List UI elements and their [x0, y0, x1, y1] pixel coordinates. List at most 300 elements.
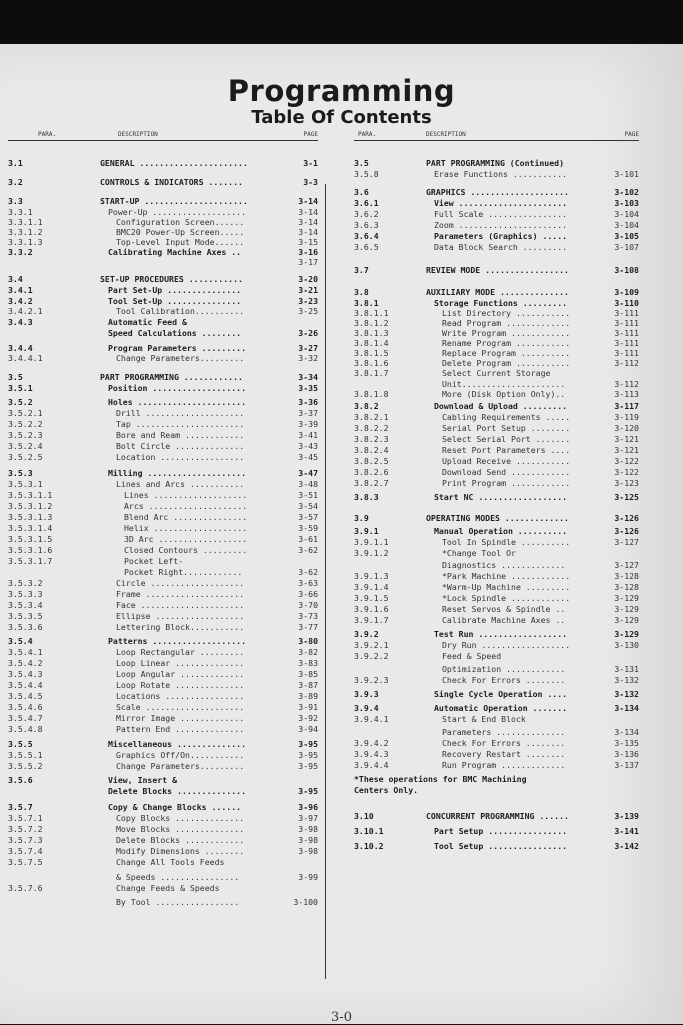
- section-description: Parameters (Graphics) .....: [434, 231, 568, 241]
- toc-entry: [354, 615, 639, 626]
- toc-entry: [8, 408, 318, 419]
- page-ref: 3-87: [298, 680, 318, 690]
- page-ref: 3-14: [298, 227, 318, 237]
- toc-entry: [8, 177, 318, 188]
- toc-entry: [354, 785, 639, 796]
- section-number: 3.8.1.4: [354, 338, 389, 348]
- section-number: 3.5.4.7: [8, 713, 43, 723]
- toc-entry: [8, 611, 318, 622]
- toc-entry: [354, 287, 639, 298]
- page-ref: 3-15: [298, 237, 318, 247]
- section-number: 3.5.1: [8, 383, 33, 393]
- section-number: 3.5.4.3: [8, 669, 43, 679]
- section-description: Position ...................: [108, 383, 247, 393]
- page-ref: 3-132: [614, 675, 639, 685]
- page-ref: 3-139: [614, 811, 639, 821]
- section-number: 3.8.3: [354, 492, 379, 502]
- section-description: Configuration Screen......: [116, 217, 245, 227]
- section-description: SET-UP PROCEDURES ...........: [100, 274, 243, 284]
- toc-entry: [354, 841, 639, 852]
- section-number: 3.9.4.2: [354, 738, 389, 748]
- page-ref: 3-37: [298, 408, 318, 418]
- page-ref: 3-103: [614, 198, 639, 208]
- page-ref: 3-134: [614, 703, 639, 713]
- section-number: 3.6.1: [354, 198, 379, 208]
- section-number: 3.8.2.6: [354, 467, 389, 477]
- section-description: Pocket Left-: [124, 556, 184, 566]
- section-description: Copy & Change Blocks ......: [108, 802, 242, 812]
- toc-entry: [8, 430, 318, 441]
- toc-entry: [354, 478, 639, 489]
- toc-entry: [8, 397, 318, 408]
- section-number: 3.10.1: [354, 826, 384, 836]
- toc-entry: [354, 548, 639, 559]
- section-description: Upload Receive ...........: [442, 456, 571, 466]
- section-description: Loop Rotate ..............: [116, 680, 245, 690]
- section-number: 3.3.1.3: [8, 237, 43, 247]
- page-ref: 3-43: [298, 441, 318, 451]
- section-description: *These operations for BMC Machining: [354, 774, 527, 784]
- section-number: 3.5.3.4: [8, 600, 43, 610]
- section-number: 3.9.1.1: [354, 537, 389, 547]
- section-number: 3.9.1.4: [354, 582, 389, 592]
- toc-entry: [354, 423, 639, 434]
- section-description: Closed Contours .........: [124, 545, 248, 555]
- section-description: Program Parameters .........: [108, 343, 247, 353]
- section-number: 3.8.2.5: [354, 456, 389, 466]
- page-ref: 3-23: [298, 296, 318, 306]
- page-ref: 3-20: [298, 274, 318, 284]
- section-number: 3.10.2: [354, 841, 384, 851]
- page-ref: 3-51: [298, 490, 318, 500]
- section-number: 3.5.4.2: [8, 658, 43, 668]
- page-ref: 3-54: [298, 501, 318, 511]
- toc-entry: [354, 412, 639, 423]
- section-number: 3.9.2.1: [354, 640, 389, 650]
- section-description: BMC20 Power-Up Screen.....: [116, 227, 245, 237]
- section-description: Start & End Block: [442, 714, 526, 724]
- page-ref: 3-77: [298, 622, 318, 632]
- page-ref: 3-121: [614, 445, 639, 455]
- page-ref: 3-48: [298, 479, 318, 489]
- page-ref: 3-123: [614, 478, 639, 488]
- section-number: 3.3: [8, 196, 23, 206]
- page-ref: 3-21: [298, 285, 318, 295]
- page-ref: 3-104: [614, 220, 639, 230]
- page-ref: 3-61: [298, 534, 318, 544]
- section-number: 3.5.5: [8, 739, 33, 749]
- section-description: List Directory ...........: [442, 308, 571, 318]
- page-ref: 3-111: [614, 308, 639, 318]
- section-number: 3.5.7: [8, 802, 33, 812]
- section-number: 3.5.2.2: [8, 419, 43, 429]
- section-number: 3.5.5.2: [8, 761, 43, 771]
- page-ref: 3-96: [298, 802, 318, 812]
- section-number: 3.5.3: [8, 468, 33, 478]
- section-description: CONTROLS & INDICATORS .......: [100, 177, 243, 187]
- page-ref: 3-3: [303, 177, 318, 187]
- page-ref: 3-100: [293, 897, 318, 907]
- section-number: 3.9.2.2: [354, 651, 389, 661]
- toc-entry: [354, 675, 639, 686]
- section-description: Automatic Operation .......: [434, 703, 568, 713]
- section-number: 3.9.4: [354, 703, 379, 713]
- toc-entry: [354, 187, 639, 198]
- toc-entry: [8, 802, 318, 813]
- header-para: PARA.: [358, 131, 377, 138]
- section-description: Scale ....................: [116, 702, 245, 712]
- header-rule: [8, 140, 318, 141]
- toc-entry: [354, 231, 639, 242]
- section-description: Blend Arc ...............: [124, 512, 248, 522]
- section-description: Print Program ............: [442, 478, 571, 488]
- page-ref: 3-105: [614, 231, 639, 241]
- section-number: 3.8.1.2: [354, 318, 389, 328]
- section-description: Part Set-Up ...............: [108, 285, 242, 295]
- section-number: 3.3.1.2: [8, 227, 43, 237]
- section-number: 3.6.4: [354, 231, 379, 241]
- section-description: Download & Upload .........: [434, 401, 568, 411]
- section-description: Dry Run ..................: [442, 640, 571, 650]
- page-ref: 3-82: [298, 647, 318, 657]
- page-ref: 3-39: [298, 419, 318, 429]
- toc-entry: [8, 567, 318, 578]
- page-ref: 3-89: [298, 691, 318, 701]
- section-number: 3.5.4.5: [8, 691, 43, 701]
- page-subtitle: Table Of Contents: [251, 107, 432, 128]
- section-number: 3.5.5.1: [8, 750, 43, 760]
- toc-entry: [8, 691, 318, 702]
- page-ref: 3-62: [298, 567, 318, 577]
- section-number: 3.9.1.7: [354, 615, 389, 625]
- section-description: Graphics Off/On...........: [116, 750, 245, 760]
- section-description: By Tool .................: [116, 897, 240, 907]
- section-description: Unit.....................: [442, 379, 566, 389]
- page-ref: 3-107: [614, 242, 639, 252]
- page-ref: 3-126: [614, 513, 639, 523]
- page-ref: 3-35: [298, 383, 318, 393]
- page-ref: 3-125: [614, 492, 639, 502]
- section-number: 3.8.2.3: [354, 434, 389, 444]
- section-number: 3.8.2.2: [354, 423, 389, 433]
- section-description: *Lock Spindle ............: [442, 593, 571, 603]
- section-description: Full Scale ................: [434, 209, 568, 219]
- page-ref: 3-112: [614, 379, 639, 389]
- section-description: Rename Program ...........: [442, 338, 571, 348]
- top-dark-edge: [0, 0, 683, 44]
- page-ref: 3-16: [298, 247, 318, 257]
- page-ref: 3-95: [298, 761, 318, 771]
- toc-entry: [8, 196, 318, 207]
- section-description: Speed Calculations ........: [108, 328, 242, 338]
- section-description: Delete Blocks ............: [116, 835, 245, 845]
- toc-entry: [354, 582, 639, 593]
- section-description: Reset Servos & Spindle ..: [442, 604, 566, 614]
- section-number: 3.9.4.3: [354, 749, 389, 759]
- page-ref: 3-128: [614, 571, 639, 581]
- toc-entry: [354, 158, 639, 169]
- toc-entry: [8, 658, 318, 669]
- page-ref: 3-142: [614, 841, 639, 851]
- section-description: REVIEW MODE .................: [426, 265, 569, 275]
- section-description: Storage Functions .........: [434, 298, 568, 308]
- page-ref: 3-92: [298, 713, 318, 723]
- section-number: 3.4.4.1: [8, 353, 43, 363]
- section-description: Delete Program ...........: [442, 358, 571, 368]
- toc-entry: [8, 274, 318, 285]
- toc-entry: [354, 209, 639, 220]
- section-description: Pocket Right............: [124, 567, 243, 577]
- toc-entry: [8, 523, 318, 534]
- section-description: Loop Rectangular .........: [116, 647, 245, 657]
- section-number: 3.5.7.2: [8, 824, 43, 834]
- section-description: Bore and Ream ............: [116, 430, 245, 440]
- section-description: Check For Errors ........: [442, 675, 566, 685]
- section-description: Power-Up ...................: [108, 207, 247, 217]
- toc-entry: [8, 512, 318, 523]
- page-ref: 3-111: [614, 318, 639, 328]
- page-ref: 3-137: [614, 760, 639, 770]
- section-description: Serial Port Setup ........: [442, 423, 571, 433]
- toc-entry: [8, 328, 318, 339]
- toc-entry: [8, 857, 318, 868]
- section-description: Helix ...................: [124, 523, 248, 533]
- page-ref: 3-1: [303, 158, 318, 168]
- toc-entry: [8, 257, 318, 268]
- section-description: Miscellaneous ..............: [108, 739, 247, 749]
- page-ref: 3-136: [614, 749, 639, 759]
- toc-entry: [8, 600, 318, 611]
- section-number: 3.9.1.6: [354, 604, 389, 614]
- section-number: 3.5.3.1.6: [8, 545, 53, 555]
- page-ref: 3-97: [298, 813, 318, 823]
- toc-entry: [8, 285, 318, 296]
- toc-entry: [8, 468, 318, 479]
- page-ref: 3-134: [614, 727, 639, 737]
- toc-entry: [8, 479, 318, 490]
- section-description: Lines and Arcs ...........: [116, 479, 245, 489]
- section-description: *Warm-Up Machine .........: [442, 582, 571, 592]
- toc-entry: [8, 353, 318, 364]
- page-ref: 3-70: [298, 600, 318, 610]
- section-description: Pattern End ..............: [116, 724, 245, 734]
- section-number: 3.5.3.1.4: [8, 523, 53, 533]
- toc-entry: [354, 826, 639, 837]
- section-number: 3.5.4.6: [8, 702, 43, 712]
- toc-entry: [8, 739, 318, 750]
- section-description: Change Parameters.........: [116, 353, 245, 363]
- page-ref: 3-57: [298, 512, 318, 522]
- toc-entry: [354, 492, 639, 503]
- toc-entry: [354, 604, 639, 615]
- section-number: 3.8.1.3: [354, 328, 389, 338]
- section-description: Check For Errors ........: [442, 738, 566, 748]
- section-number: 3.8.1.1: [354, 308, 389, 318]
- page-ref: 3-101: [614, 169, 639, 179]
- page-ref: 3-110: [614, 298, 639, 308]
- section-description: Tool Set-Up ...............: [108, 296, 242, 306]
- section-description: Circle ...................: [116, 578, 245, 588]
- section-description: AUXILIARY MODE ..............: [426, 287, 569, 297]
- page-ref: 3-34: [298, 372, 318, 382]
- toc-entry: [8, 383, 318, 394]
- toc-entry: [8, 786, 318, 797]
- section-description: Face .....................: [116, 600, 245, 610]
- toc-entry: [354, 640, 639, 651]
- page-ref: 3-80: [298, 636, 318, 646]
- toc-entry: [8, 419, 318, 430]
- section-description: Erase Functions ...........: [434, 169, 568, 179]
- section-number: 3.5.4.8: [8, 724, 43, 734]
- section-number: 3.3.1: [8, 207, 33, 217]
- toc-entry: [354, 774, 639, 785]
- toc-entry: [354, 265, 639, 276]
- section-number: 3.5.3.3: [8, 589, 43, 599]
- column-header: [354, 128, 639, 142]
- section-number: 3.6.5: [354, 242, 379, 252]
- toc-entry: [8, 306, 318, 317]
- toc-entry: [354, 664, 639, 675]
- header-para: PARA.: [38, 131, 57, 138]
- section-description: Arcs ....................: [124, 501, 248, 511]
- toc-entry: [8, 556, 318, 567]
- toc-entry: [354, 560, 639, 571]
- section-number: 3.5.3.1.5: [8, 534, 53, 544]
- toc-entry: [8, 589, 318, 600]
- toc-entry: [354, 571, 639, 582]
- section-description: Select Current Storage: [442, 368, 551, 378]
- section-number: 3.9.1: [354, 526, 379, 536]
- page-ref: 3-85: [298, 669, 318, 679]
- toc-entry: [354, 368, 639, 379]
- section-number: 3.8.1.7: [354, 368, 389, 378]
- header-rule: [354, 140, 639, 141]
- toc-entry: [354, 445, 639, 456]
- section-number: 3.5.3.1.7: [8, 556, 53, 566]
- page-ref: 3-25: [298, 306, 318, 316]
- section-description: Reset Port Parameters ....: [442, 445, 571, 455]
- toc-entry: [8, 872, 318, 883]
- page-ref: 3-141: [614, 826, 639, 836]
- section-number: 3.4.4: [8, 343, 33, 353]
- section-number: 3.9.3: [354, 689, 379, 699]
- page-number: 3-0: [331, 1010, 352, 1025]
- section-description: Tap ......................: [116, 419, 245, 429]
- toc-entry: [354, 738, 639, 749]
- page-ref: 3-14: [298, 207, 318, 217]
- section-description: Feed & Speed: [442, 651, 502, 661]
- header-description: DESCRIPTION: [426, 131, 466, 138]
- section-number: 3.5: [354, 158, 369, 168]
- page-ref: 3-109: [614, 287, 639, 297]
- section-description: Change All Tools Feeds: [116, 857, 225, 867]
- page-ref: 3-111: [614, 348, 639, 358]
- section-number: 3.5.2.5: [8, 452, 43, 462]
- page-ref: 3-95: [298, 786, 318, 796]
- section-description: Loop Linear ..............: [116, 658, 245, 668]
- section-number: 3.4.2: [8, 296, 33, 306]
- section-description: Lettering Block...........: [116, 622, 245, 632]
- section-number: 3.5.7.4: [8, 846, 43, 856]
- section-description: Recovery Restart ........: [442, 749, 566, 759]
- toc-entry: [354, 651, 639, 662]
- toc-entry: [354, 537, 639, 548]
- toc-entry: [8, 441, 318, 452]
- page-ref: 3-83: [298, 658, 318, 668]
- page-ref: 3-45: [298, 452, 318, 462]
- section-description: START-UP .....................: [100, 196, 248, 206]
- section-description: Parameters ..............: [442, 727, 566, 737]
- toc-entry: [8, 713, 318, 724]
- page-ref: 3-17: [298, 257, 318, 267]
- toc-right-column: [354, 128, 639, 851]
- section-description: Tool Calibration..........: [116, 306, 245, 316]
- page-ref: 3-132: [614, 689, 639, 699]
- toc-entry: [8, 897, 318, 908]
- page-ref: 3-41: [298, 430, 318, 440]
- section-number: 3.5: [8, 372, 23, 382]
- section-number: 3.9.4.4: [354, 760, 389, 770]
- section-number: 3.8.2.1: [354, 412, 389, 422]
- toc-entry: [8, 647, 318, 658]
- toc-entry: [8, 775, 318, 786]
- section-number: 3.9.1.2: [354, 548, 389, 558]
- page-ref: 3-91: [298, 702, 318, 712]
- section-number: 3.9.1.5: [354, 593, 389, 603]
- section-description: Start NC ..................: [434, 492, 568, 502]
- section-description: View, Insert &: [108, 775, 178, 785]
- page-title: Programming: [227, 74, 456, 108]
- section-number: 3.9.2.3: [354, 675, 389, 685]
- page-ref: 3-127: [614, 537, 639, 547]
- toc-entry: [354, 760, 639, 771]
- section-description: Download Send ............: [442, 467, 571, 477]
- section-number: 3.5.2.4: [8, 441, 43, 451]
- section-description: 3D Arc ..................: [124, 534, 248, 544]
- section-description: Patterns ...................: [108, 636, 247, 646]
- section-number: 3.5.3.1.1: [8, 490, 53, 500]
- page-ref: 3-14: [298, 196, 318, 206]
- toc-entry: [354, 198, 639, 209]
- section-number: 3.9.2: [354, 629, 379, 639]
- section-number: 3.6: [354, 187, 369, 197]
- page-ref: 3-73: [298, 611, 318, 621]
- section-number: 3.8.1: [354, 298, 379, 308]
- toc-entry: [8, 761, 318, 772]
- page-ref: 3-14: [298, 217, 318, 227]
- section-description: Lines ...................: [124, 490, 248, 500]
- page-ref: 3-99: [298, 872, 318, 882]
- section-number: 3.8.1.8: [354, 389, 389, 399]
- toc-entry: [8, 669, 318, 680]
- toc-entry: [354, 703, 639, 714]
- page-ref: 3-27: [298, 343, 318, 353]
- toc-entry: [8, 622, 318, 633]
- section-description: View ......................: [434, 198, 568, 208]
- page-ref: 3-111: [614, 328, 639, 338]
- page-ref: 3-47: [298, 468, 318, 478]
- toc-entry: [8, 824, 318, 835]
- section-number: 3.4.3: [8, 317, 33, 327]
- section-description: Data Block Search .........: [434, 242, 568, 252]
- section-number: 3.5.2: [8, 397, 33, 407]
- toc-entry: [354, 811, 639, 822]
- page-ref: 3-130: [614, 640, 639, 650]
- section-number: 3.9.4.1: [354, 714, 389, 724]
- page-ref: 3-63: [298, 578, 318, 588]
- section-number: 3.5.2.3: [8, 430, 43, 440]
- section-number: 3.3.2: [8, 247, 33, 257]
